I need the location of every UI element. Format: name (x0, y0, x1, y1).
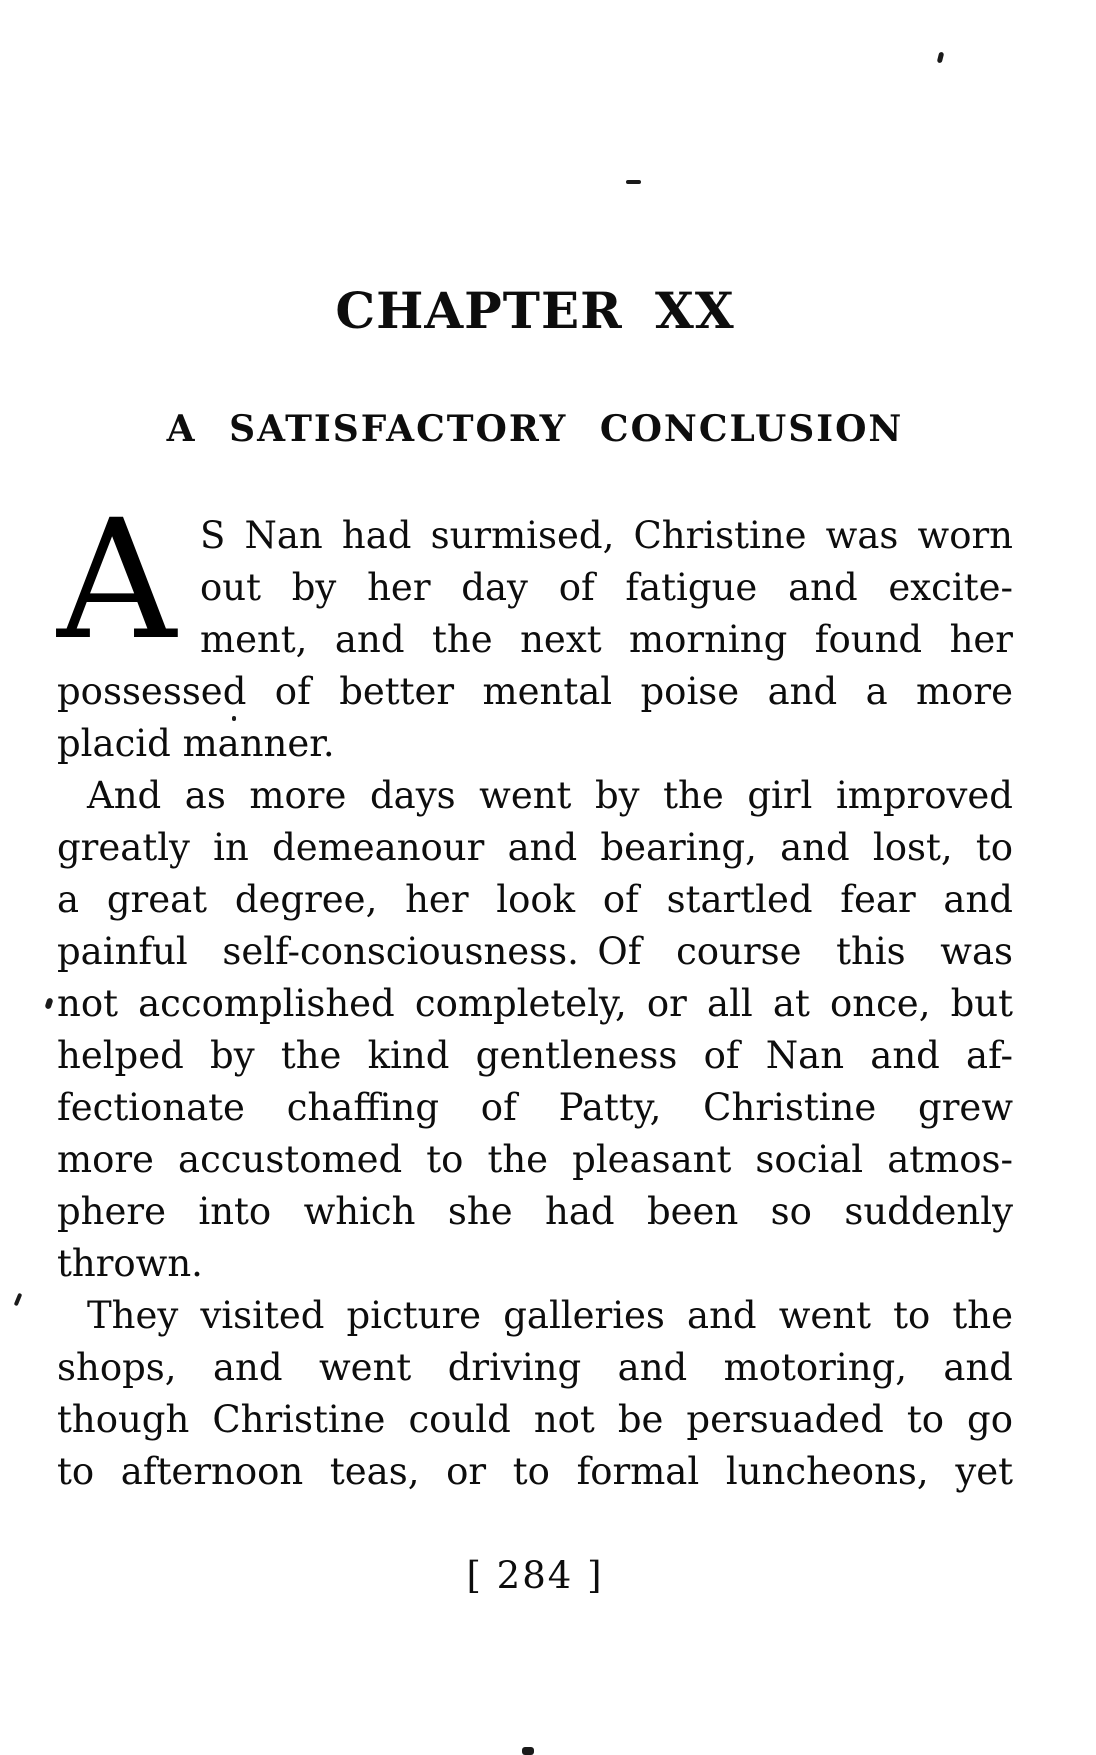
scan-speck (522, 1747, 534, 1755)
text-line: painful self-consciousness. Of course this was (57, 930, 1013, 973)
text-line: out by her day of fatigue and excite- (200, 566, 1013, 609)
text-line: not accomplished completely, or all at once, but (57, 982, 1013, 1025)
text-line: And as more days went by the girl improved (87, 774, 1013, 817)
text-line: though Christine could not be persuaded to go (57, 1398, 1013, 1441)
page-number: [ 284 ] (466, 1554, 604, 1597)
text-line: thrown. (57, 1242, 203, 1285)
text-line: S Nan had surmised, Christine was worn (200, 514, 1013, 557)
text-line: helped by the kind gentleness of Nan and af- (57, 1034, 1013, 1077)
text-line: phere into which she had been so suddenly (57, 1190, 1013, 1233)
section-title: A SATISFACTORY CONCLUSION (166, 408, 904, 450)
text-line: ment, and the next morning found her (200, 618, 1013, 661)
text-line: a great degree, her look of startled fear and (57, 878, 1013, 921)
text-line: They visited picture galleries and went to the (87, 1294, 1013, 1337)
text-line: more accustomed to the pleasant social atmos- (57, 1138, 1013, 1181)
scan-speck (626, 180, 641, 184)
text-line: to afternoon teas, or to formal luncheons, yet (57, 1450, 1013, 1493)
chapter-title: CHAPTER XX (335, 281, 735, 340)
scan-speck (937, 52, 945, 64)
drop-cap: A (57, 484, 177, 676)
text-line: possessed of better mental poise and a more (57, 670, 1013, 713)
scan-speck (232, 716, 236, 721)
text-line: placid manner. (57, 722, 335, 765)
text-line: fectionate chaffing of Patty, Christine grew (57, 1086, 1013, 1129)
body-text (57, 484, 1013, 1498)
scan-speck (44, 997, 53, 1009)
text-line: greatly in demeanour and bearing, and lost, to (57, 826, 1013, 869)
scan-speck (14, 1293, 23, 1307)
text-line: shops, and went driving and motoring, and (57, 1346, 1013, 1389)
